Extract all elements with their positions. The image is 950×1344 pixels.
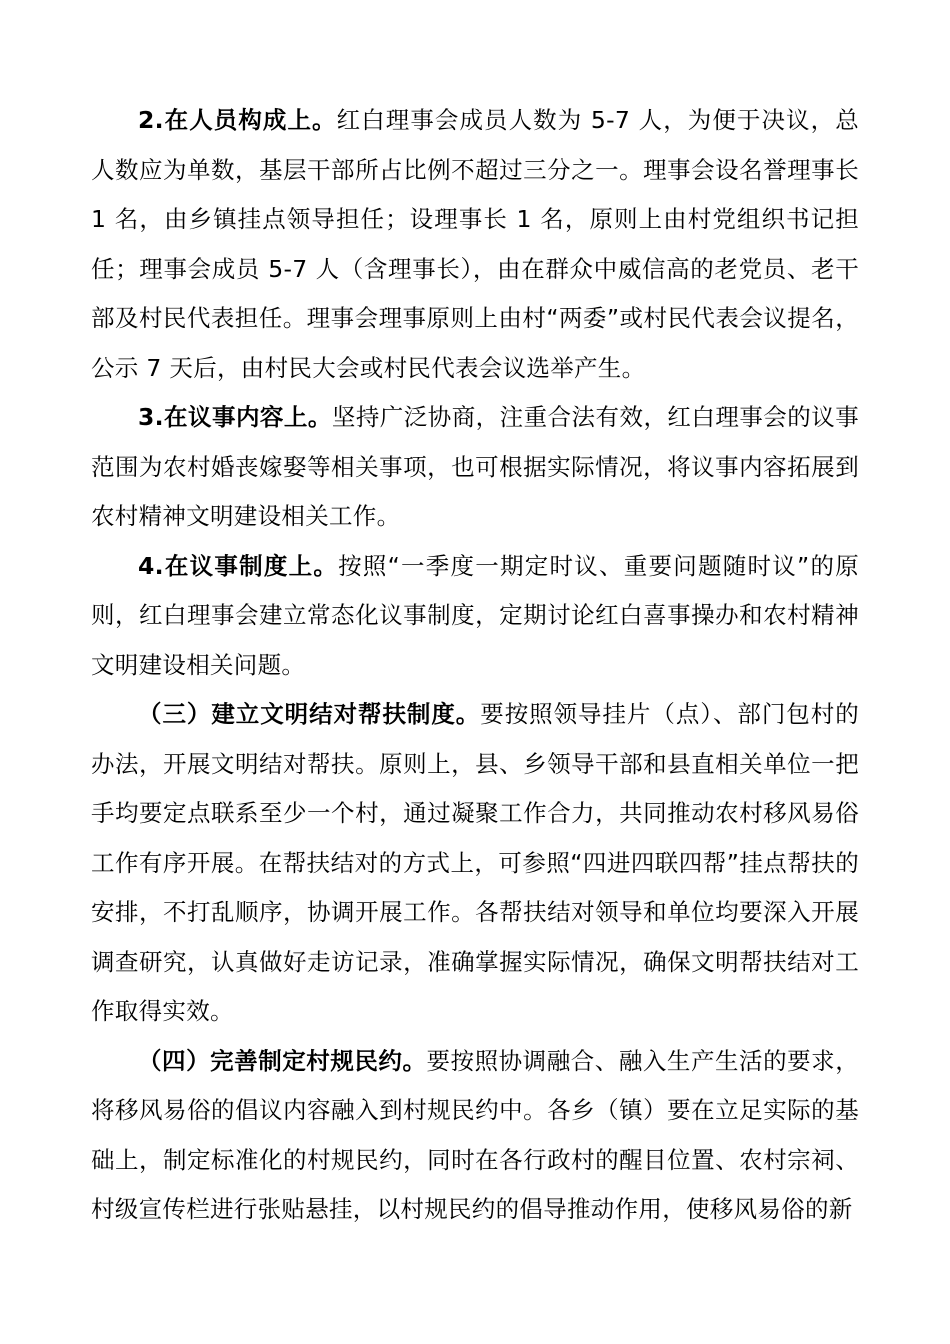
- paragraph-personnel: [91, 96, 859, 393]
- paragraph-body: 要按照协调融合、融入生产生活的要求，将移风易俗的倡议内容融入到村规民约中。各乡（镇）要在立足实际的基础上，制定标准化的村规民约，同时在各行政村的醒目位置、农村宗祠、村级宣传栏进行张贴悬挂，以村规民约的倡导推动作用，使移风易俗的新: [91, 1046, 859, 1223]
- paragraph-village-rules: [91, 1037, 859, 1235]
- paragraph-lead: 4.在议事制度上。: [138, 551, 339, 580]
- paragraph-lead: （四）完善制定村规民约。: [138, 1046, 427, 1075]
- paragraph-lead: （三）建立文明结对帮扶制度。: [138, 700, 481, 728]
- paragraph-assistance: [91, 690, 859, 1037]
- paragraph-lead: 3.在议事内容上。: [138, 403, 332, 431]
- paragraph-body: 坚持广泛协商，注重合法有效，红白理事会的议事范围为农村婚丧嫁娶等相关事项，也可根据实际情况，将议事内容拓展到农村精神文明建设相关工作。: [91, 403, 859, 530]
- paragraph-body: 要按照领导挂片（点）、部门包村的办法，开展文明结对帮扶。原则上，县、乡领导干部和县直相关单位一把手均要定点联系至少一个村，通过凝聚工作合力，共同推动农村移风易俗工作有序开展。在帮扶结对的方式上，可参照“四进四联四帮”挂点帮扶的安排，不打乱顺序，协调开展工作。各帮扶结对领导和单位均要深入开展调查研究，认真做好走访记录，准确掌握实际情况，确保文明帮扶结对工作取得实效。: [91, 700, 859, 1025]
- document-page: [91, 96, 859, 1235]
- paragraph-body: 红白理事会成员人数为 5-7 人，为便于决议，总人数应为单数，基层干部所占比例不超过三分之一。理事会设名誉理事长 1 名，由乡镇挂点领导担任；设理事长 1 名，原则上由村党组织书记担任；理事会成员 5-7 人（含理事长），由在群众中威信高的老党员、老干部及村民代表担任。理事会理事原则上由村“两委”或村民代表会议提名，公示 7 天后，由村民大会或村民代表会议选举产生。: [91, 106, 859, 382]
- paragraph-body: 按照“一季度一期定时议、重要问题随时议”的原则，红白理事会建立常态化议事制度，定期讨论红白喜事操办和农村精神文明建设相关问题。: [91, 551, 860, 679]
- paragraph-content: [91, 393, 859, 542]
- paragraph-system: [91, 542, 859, 691]
- paragraph-lead: 2.在人员构成上。: [138, 106, 337, 134]
